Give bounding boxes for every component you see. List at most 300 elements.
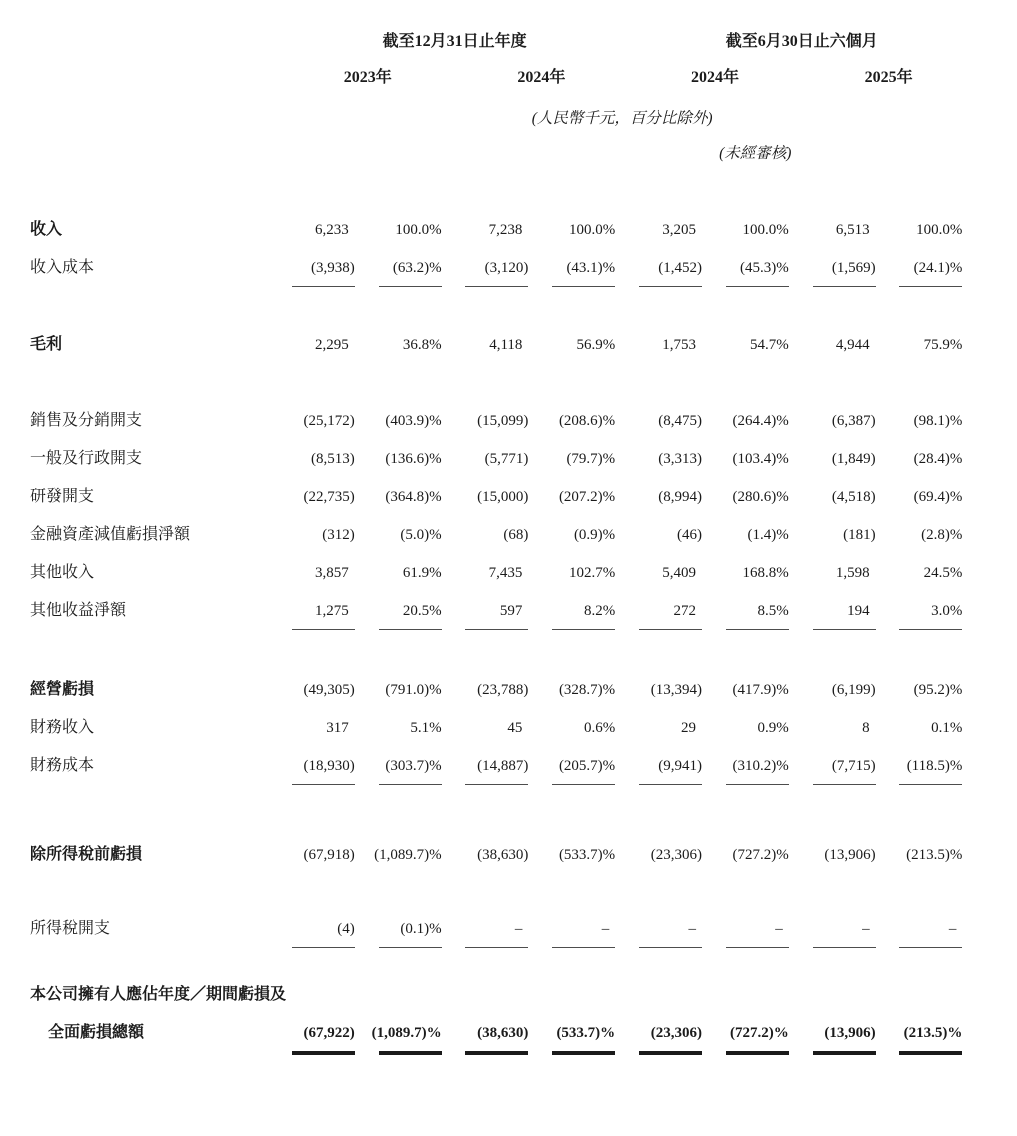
cell-value: – — [601, 921, 610, 937]
cell-underline — [899, 947, 962, 948]
value-cell — [789, 1020, 876, 1055]
cell-value: (0.9)% — [573, 527, 616, 543]
value-cell — [442, 332, 529, 358]
cell-value: (205.7)% — [558, 758, 616, 774]
cell-value: 54.7% — [750, 337, 789, 353]
value-cell — [528, 1020, 615, 1055]
cell-value: 45 — [507, 720, 523, 736]
value-cell — [615, 408, 702, 434]
value-cell — [876, 255, 963, 289]
cell-value: (5.0)% — [400, 527, 442, 543]
row-label — [30, 916, 268, 950]
cell-value: (38,630) — [477, 847, 529, 863]
table-body — [0, 217, 1017, 1055]
cell-value: (18,930) — [303, 758, 355, 774]
value-cell — [268, 1020, 355, 1055]
financial-statements-table — [0, 30, 1017, 1055]
value-cell — [789, 842, 876, 868]
table-row — [30, 484, 963, 510]
row-label — [30, 255, 268, 289]
cell-value: 4,118 — [489, 337, 523, 353]
cell-value: (95.2)% — [913, 682, 963, 698]
cell-value: (13,906) — [824, 1025, 876, 1041]
row-label-line1: 銷售及分銷開支 — [30, 412, 143, 429]
cell-underline — [639, 784, 702, 785]
cell-value: 6,513 — [835, 222, 870, 238]
value-cell — [355, 255, 442, 289]
table-row — [30, 332, 963, 358]
value-cell — [615, 715, 702, 741]
cell-value: (2.8)% — [921, 527, 963, 543]
value-cell — [789, 255, 876, 289]
cell-value: (14,887) — [477, 758, 529, 774]
value-cell — [355, 677, 442, 703]
value-cell — [702, 677, 789, 703]
table-row — [30, 715, 963, 741]
value-cell — [789, 522, 876, 548]
cell-value: 8 — [862, 720, 870, 736]
value-cell — [442, 560, 529, 586]
cell-value: (181) — [843, 527, 876, 543]
value-cell — [789, 560, 876, 586]
value-cell — [876, 598, 963, 632]
cell-value: 597 — [499, 603, 523, 619]
year-header-2023: 2023年 — [343, 69, 392, 86]
value-cell — [528, 677, 615, 703]
cell-underline — [465, 629, 528, 630]
cell-value: (4) — [337, 921, 355, 937]
value-cell — [442, 916, 529, 950]
cell-value: 75.9% — [923, 337, 963, 353]
value-cell — [702, 753, 789, 787]
cell-underline — [813, 947, 876, 948]
value-cell — [702, 408, 789, 434]
cell-value: (3,120) — [484, 260, 529, 276]
cell-value: (8,513) — [311, 451, 355, 467]
value-cell — [789, 408, 876, 434]
value-cell — [528, 332, 615, 358]
value-cell — [615, 217, 702, 243]
value-cell — [615, 255, 702, 289]
cell-underline — [899, 784, 962, 785]
row-label — [30, 408, 268, 434]
row-label-line1: 一般及行政開支 — [30, 450, 143, 467]
cell-value: 0.1% — [931, 720, 963, 736]
value-cell — [615, 332, 702, 358]
cell-value: (49,305) — [303, 682, 355, 698]
cell-value: (727.2)% — [732, 847, 789, 863]
cell-underline — [813, 286, 876, 287]
cell-value: (1.4)% — [747, 527, 789, 543]
value-cell — [789, 332, 876, 358]
cell-value: 7,435 — [488, 565, 523, 581]
value-cell — [528, 522, 615, 548]
cell-value: (15,000) — [477, 489, 529, 505]
value-cell — [702, 842, 789, 868]
cell-underline — [465, 947, 528, 948]
cell-value: (280.6)% — [732, 489, 789, 505]
cell-underline — [379, 1051, 442, 1055]
cell-value: 317 — [326, 720, 349, 736]
cell-value: (68) — [503, 527, 529, 543]
cell-value: (312) — [322, 527, 355, 543]
value-cell — [355, 842, 442, 868]
cell-value: 36.8% — [402, 337, 442, 353]
value-cell — [702, 522, 789, 548]
cell-value: (23,306) — [650, 1025, 702, 1041]
cell-value: (6,387) — [831, 413, 876, 429]
value-cell — [876, 217, 963, 243]
cell-value: (79.7)% — [566, 451, 616, 467]
cell-value: (25,172) — [303, 413, 355, 429]
row-label — [30, 842, 268, 868]
cell-underline — [292, 947, 355, 948]
value-cell — [355, 560, 442, 586]
value-cell — [876, 522, 963, 548]
cell-value: (0.1)% — [400, 921, 442, 937]
value-cell — [615, 560, 702, 586]
cell-value: – — [862, 921, 870, 937]
cell-underline — [465, 784, 528, 785]
cell-value: (303.7)% — [385, 758, 442, 774]
value-cell — [702, 916, 789, 950]
cell-value: (22,735) — [303, 489, 355, 505]
value-cell — [442, 715, 529, 741]
value-cell — [876, 753, 963, 787]
row-label — [30, 598, 268, 632]
cell-value: 0.6% — [583, 720, 616, 736]
cell-value: 3,857 — [315, 565, 349, 581]
row-label — [30, 217, 268, 243]
value-cell — [615, 916, 702, 950]
cell-value: 5.1% — [410, 720, 442, 736]
table-row — [30, 217, 963, 243]
cell-underline — [552, 1051, 615, 1055]
row-label — [30, 677, 268, 703]
cell-underline — [899, 286, 962, 287]
label-column-spacer — [30, 143, 268, 165]
value-cell — [268, 753, 355, 787]
value-cell — [355, 332, 442, 358]
value-cell — [268, 484, 355, 510]
value-cell — [442, 598, 529, 632]
row-label-line1: 財務成本 — [30, 757, 95, 774]
cell-value: (364.8)% — [385, 489, 442, 505]
unaudited-note-row — [30, 143, 963, 165]
value-cell — [789, 484, 876, 510]
cell-value: (1,089.7)% — [371, 1025, 442, 1041]
cell-value: (533.7)% — [556, 1025, 616, 1041]
value-cell — [528, 598, 615, 632]
cell-value: (1,452) — [658, 260, 702, 276]
row-label-line1: 所得稅開支 — [30, 920, 111, 937]
value-cell — [442, 408, 529, 434]
row-label-line2: 全面虧損總額 — [48, 1024, 145, 1041]
cell-value: 5,409 — [662, 565, 696, 581]
row-label-line1: 財務收入 — [30, 719, 95, 736]
cell-underline — [726, 1051, 789, 1055]
value-cell — [528, 217, 615, 243]
value-cell — [615, 598, 702, 632]
cell-value: (23,788) — [477, 682, 529, 698]
cell-underline — [899, 1051, 962, 1055]
value-cell — [355, 1020, 442, 1055]
cell-value: (6,199) — [831, 682, 876, 698]
row-label-line1: 經營虧損 — [30, 681, 95, 698]
value-cell — [268, 598, 355, 632]
value-cell — [789, 753, 876, 787]
table-row — [30, 677, 963, 703]
value-cell — [702, 446, 789, 472]
cell-value: 100.0% — [568, 222, 616, 238]
row-label-line1: 金融資產減值虧損淨額 — [30, 526, 191, 543]
cell-value: 168.8% — [742, 565, 789, 581]
cell-value: 0.9% — [757, 720, 789, 736]
cell-value: (403.9)% — [385, 413, 442, 429]
cell-underline — [726, 629, 789, 630]
cell-value: 1,598 — [835, 565, 870, 581]
cell-value: (8,475) — [658, 413, 702, 429]
cell-underline — [639, 947, 702, 948]
unaudited-note: (未經審核) — [719, 145, 792, 162]
value-cell — [876, 560, 963, 586]
cell-value: (24.1)% — [913, 260, 963, 276]
value-cell — [528, 715, 615, 741]
row-label — [30, 753, 268, 787]
value-cell — [615, 522, 702, 548]
cell-value: 102.7% — [568, 565, 616, 581]
period-group-annual: 截至12月31日止年度 — [382, 33, 527, 50]
cell-value: 4,944 — [835, 337, 870, 353]
value-cell — [442, 217, 529, 243]
cell-value: (213.5)% — [903, 1025, 963, 1041]
row-label-line1: 毛利 — [30, 336, 63, 353]
value-cell — [355, 715, 442, 741]
row-label — [30, 522, 268, 548]
cell-value: 272 — [673, 603, 696, 619]
value-cell — [615, 842, 702, 868]
cell-value: (310.2)% — [732, 758, 789, 774]
value-cell — [355, 522, 442, 548]
cell-value: (23,306) — [650, 847, 702, 863]
value-cell — [268, 217, 355, 243]
cell-underline — [552, 784, 615, 785]
cell-value: (8,994) — [658, 489, 702, 505]
value-cell — [876, 677, 963, 703]
cell-value: – — [514, 921, 523, 937]
row-label-line1: 研發開支 — [30, 488, 95, 505]
cell-value: 8.5% — [757, 603, 789, 619]
cell-value: (208.6)% — [558, 413, 616, 429]
value-cell — [876, 916, 963, 950]
table-row — [30, 255, 963, 289]
cell-value: (15,099) — [477, 413, 529, 429]
cell-value: 100.0% — [395, 222, 442, 238]
year-header-row — [30, 66, 963, 90]
value-cell — [442, 446, 529, 472]
cell-value: 3,205 — [662, 222, 696, 238]
value-cell — [528, 484, 615, 510]
value-cell — [702, 332, 789, 358]
cell-underline — [292, 784, 355, 785]
value-cell — [268, 560, 355, 586]
cell-value: (264.4)% — [732, 413, 789, 429]
cell-value: – — [775, 921, 783, 937]
row-label-line1: 除所得稅前虧損 — [30, 846, 143, 863]
table-row — [30, 560, 963, 586]
cell-value: (46) — [676, 527, 702, 543]
table-row — [30, 842, 963, 868]
value-cell — [702, 255, 789, 289]
value-cell — [355, 446, 442, 472]
cell-value: (3,938) — [311, 260, 355, 276]
cell-value: 24.5% — [923, 565, 963, 581]
table-row — [30, 446, 963, 472]
cell-underline — [292, 1051, 355, 1055]
year-header-2024: 2024年 — [517, 69, 566, 86]
row-label-line1: 其他收入 — [30, 564, 95, 581]
row-label — [30, 715, 268, 741]
value-cell — [268, 332, 355, 358]
cell-value: (13,906) — [824, 847, 876, 863]
cell-value: 194 — [847, 603, 870, 619]
value-cell — [442, 484, 529, 510]
cell-value: (328.7)% — [558, 682, 616, 698]
cell-underline — [379, 947, 442, 948]
cell-value: (791.0)% — [385, 682, 442, 698]
row-label — [30, 484, 268, 510]
value-cell — [268, 842, 355, 868]
cell-value: (98.1)% — [913, 413, 963, 429]
value-cell — [615, 677, 702, 703]
cell-value: (13,394) — [650, 682, 702, 698]
cell-value: – — [948, 921, 957, 937]
cell-value: (727.2)% — [730, 1025, 789, 1041]
value-cell — [615, 446, 702, 472]
value-cell — [355, 916, 442, 950]
value-cell — [355, 753, 442, 787]
cell-underline — [379, 784, 442, 785]
cell-underline — [465, 1051, 528, 1055]
value-cell — [442, 753, 529, 787]
value-cell — [355, 217, 442, 243]
row-label-line1: 收入 — [30, 221, 63, 238]
row-label — [30, 982, 287, 1055]
year-header-2025-interim: 2025年 — [864, 69, 913, 86]
cell-underline — [813, 1051, 876, 1055]
cell-value: 7,238 — [488, 222, 523, 238]
value-cell — [876, 1020, 963, 1055]
cell-value: 100.0% — [742, 222, 789, 238]
value-cell — [442, 677, 529, 703]
cell-value: 20.5% — [402, 603, 442, 619]
table-row — [30, 916, 963, 950]
value-cell — [442, 842, 529, 868]
cell-value: 1,275 — [315, 603, 349, 619]
cell-value: (67,922) — [303, 1025, 355, 1041]
cell-underline — [292, 629, 355, 630]
value-cell — [702, 598, 789, 632]
cell-value: (207.2)% — [558, 489, 616, 505]
cell-value: (533.7)% — [558, 847, 616, 863]
cell-underline — [813, 629, 876, 630]
period-group-header-row — [30, 30, 963, 54]
cell-value: (28.4)% — [913, 451, 963, 467]
value-cell — [528, 842, 615, 868]
value-cell — [876, 484, 963, 510]
cell-underline — [726, 286, 789, 287]
value-cell — [702, 484, 789, 510]
cell-underline — [813, 784, 876, 785]
value-cell — [789, 715, 876, 741]
value-cell — [789, 677, 876, 703]
cell-value: (1,089.7)% — [374, 847, 442, 863]
value-cell — [876, 408, 963, 434]
cell-value: (1,569) — [831, 260, 876, 276]
cell-value: 56.9% — [576, 337, 616, 353]
cell-underline — [552, 629, 615, 630]
value-cell — [442, 522, 529, 548]
value-cell — [268, 677, 355, 703]
cell-underline — [379, 286, 442, 287]
cell-underline — [552, 947, 615, 948]
value-cell — [789, 598, 876, 632]
cell-value: 2,295 — [315, 337, 349, 353]
value-cell — [355, 598, 442, 632]
cell-value: (43.1)% — [566, 260, 616, 276]
value-cell — [876, 446, 963, 472]
value-cell — [876, 715, 963, 741]
value-cell — [355, 484, 442, 510]
cell-value: (417.9)% — [732, 682, 789, 698]
value-cell — [528, 560, 615, 586]
value-cell — [268, 408, 355, 434]
value-cell — [268, 916, 355, 950]
cell-value: (213.5)% — [906, 847, 963, 863]
label-column-spacer — [30, 30, 268, 54]
cell-value: 3.0% — [931, 603, 963, 619]
cell-underline — [379, 629, 442, 630]
cell-underline — [639, 286, 702, 287]
value-cell — [876, 332, 963, 358]
value-cell — [702, 715, 789, 741]
cell-value: (63.2)% — [392, 260, 442, 276]
year-header-2024-interim: 2024年 — [690, 69, 739, 86]
value-cell — [442, 255, 529, 289]
cell-value: (1,849) — [831, 451, 876, 467]
table-row — [30, 982, 963, 1055]
cell-underline — [899, 629, 962, 630]
value-cell — [615, 484, 702, 510]
value-cell — [528, 446, 615, 472]
value-cell — [268, 715, 355, 741]
value-cell — [702, 560, 789, 586]
row-label — [30, 332, 268, 358]
cell-value: (103.4)% — [732, 451, 789, 467]
cell-value: (9,941) — [658, 758, 702, 774]
value-cell — [528, 408, 615, 434]
cell-underline — [292, 286, 355, 287]
cell-value: (3,313) — [658, 451, 702, 467]
cell-value: – — [688, 921, 696, 937]
value-cell — [789, 217, 876, 243]
row-label-line1: 收入成本 — [30, 259, 95, 276]
value-cell — [528, 753, 615, 787]
cell-value: (118.5)% — [906, 758, 963, 774]
value-cell — [268, 255, 355, 289]
label-column-spacer — [30, 66, 268, 90]
value-cell — [789, 446, 876, 472]
